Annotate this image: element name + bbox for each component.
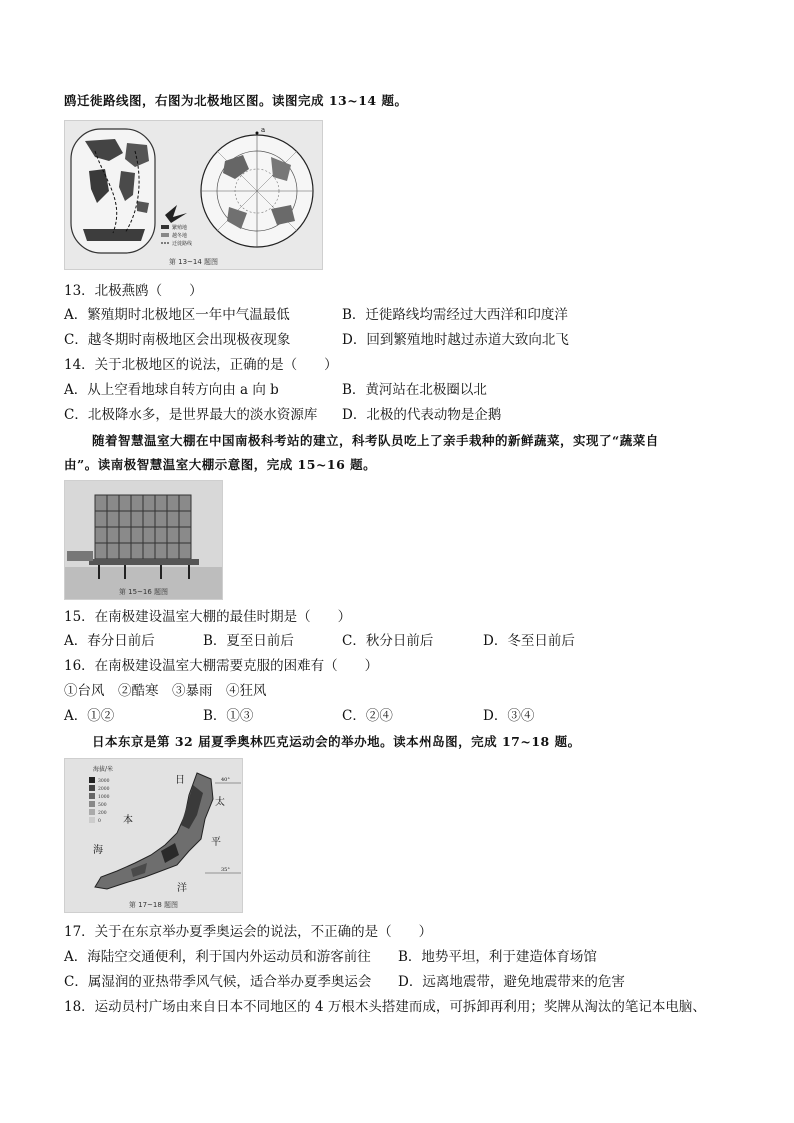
q16-option-a[interactable]: A．①② (64, 708, 115, 724)
intro-text-17-18: 日本东京是第 32 届夏季奥林匹克运动会的举办地。读本州岛图，完成 17~18 题。 (92, 734, 581, 749)
q13-option-a[interactable]: A．繁殖期时北极地区一年中气温最低 (64, 307, 290, 323)
q15-option-c[interactable]: C．秋分日前后 (342, 633, 434, 649)
figure-13-14 (64, 120, 323, 270)
question-16-stem: 16．在南极建设温室大棚需要克服的困难有（ ） (64, 658, 379, 674)
honshu-map (65, 759, 242, 912)
legend-value-500: 500 (98, 803, 107, 808)
q14-option-d[interactable]: D．北极的代表动物是企鹅 (342, 407, 502, 423)
label-hai: 海 (93, 845, 103, 856)
q13-option-c[interactable]: C．越冬期时南极地区会出现极夜现象 (64, 332, 291, 348)
world-migration-map (71, 129, 155, 253)
legend-value-200: 200 (98, 811, 107, 816)
legend-value-3000: 3000 (98, 779, 110, 784)
label-ri: 日 (175, 775, 185, 786)
figure-15-16 (64, 480, 223, 600)
figure-17-18 (64, 758, 243, 913)
q13-option-d[interactable]: D．回到繁殖地时越过赤道大致向北飞 (342, 332, 569, 348)
q15-option-d[interactable]: D．冬至日前后 (483, 633, 575, 649)
legend-route: 迁徙路线 (172, 241, 193, 247)
label-yang: 洋 (177, 883, 187, 894)
q16-items: ①台风 ②酷寒 ③暴雨 ④狂风 (64, 683, 267, 699)
lat-35-label: 35° (221, 867, 230, 873)
q17-option-a[interactable]: A．海陆空交通便利，利于国内外运动员和游客前往 (64, 949, 371, 965)
tern-icon (165, 205, 187, 223)
q17-option-d[interactable]: D．远离地震带，避免地震带来的危害 (398, 974, 625, 990)
q17-option-c[interactable]: C．属湿润的亚热带季风气候，适合举办夏季奥运会 (64, 974, 372, 990)
q16-option-c[interactable]: C．②④ (342, 708, 393, 724)
intro-text-15-16-line2: 由”。读南极智慧温室大棚示意图，完成 15~16 题。 (64, 457, 377, 472)
greenhouse-photo (65, 481, 222, 599)
q17-option-b[interactable]: B．地势平坦，利于建造体育场馆 (398, 949, 597, 965)
legend-wintering: 越冬地 (172, 233, 188, 239)
legend-value-1000: 1000 (98, 795, 110, 800)
q15-option-a[interactable]: A．春分日前后 (64, 633, 155, 649)
point-label-a: a (261, 126, 266, 134)
legend-title: 海拔/米 (93, 766, 114, 773)
legend-value-2000: 2000 (98, 787, 110, 792)
label-tai: 太 (215, 797, 225, 808)
q16-option-d[interactable]: D．③④ (483, 708, 535, 724)
intro-text-13-14: 鸥迁徙路线图，右图为北极地区图。读图完成 13~14 题。 (64, 93, 408, 108)
question-13-stem: 13．北极燕鸥（ ） (64, 283, 203, 299)
question-18-stem: 18．运动员村广场由来自日本不同地区的 4 万根木头搭建而成，可拆卸再利用；奖牌从淘汰的笔记本电脑、 (64, 999, 706, 1015)
legend-breeding: 繁殖地 (172, 225, 188, 231)
figure-13-14-drawing (65, 121, 322, 269)
q14-option-c[interactable]: C．北极降水多，是世界最大的淡水资源库 (64, 407, 318, 423)
q14-option-b[interactable]: B．黄河站在北极圈以北 (342, 382, 487, 398)
arctic-polar-map (201, 126, 313, 247)
figure-13-14-caption: 第 13~14 题图 (168, 258, 219, 266)
legend-value-0: 0 (98, 819, 101, 824)
question-14-stem: 14．关于北极地区的说法，正确的是（ ） (64, 357, 338, 373)
question-15-stem: 15．在南极建设温室大棚的最佳时期是（ ） (64, 609, 352, 625)
question-17-stem: 17．关于在东京举办夏季奥运会的说法，不正确的是（ ） (64, 924, 433, 940)
label-ping: 平 (211, 837, 221, 848)
lat-40-label: 40° (221, 777, 230, 783)
figure-legend (161, 224, 192, 247)
figure-17-18-caption: 第 17~18 题图 (128, 901, 179, 909)
label-ben: 本 (123, 815, 133, 826)
q13-option-b[interactable]: B．迁徙路线均需经过大西洋和印度洋 (342, 307, 568, 323)
q15-option-b[interactable]: B．夏至日前后 (203, 633, 294, 649)
q16-option-b[interactable]: B．①③ (203, 708, 254, 724)
intro-text-15-16-line1: 随着智慧温室大棚在中国南极科考站的建立，科考队员吃上了亲手栽种的新鲜蔬菜，实现了“蔬菜自 (92, 433, 659, 448)
q14-option-a[interactable]: A．从上空看地球自转方向由 a 向 b (64, 382, 279, 398)
figure-15-16-caption: 第 15~16 题图 (118, 588, 169, 596)
